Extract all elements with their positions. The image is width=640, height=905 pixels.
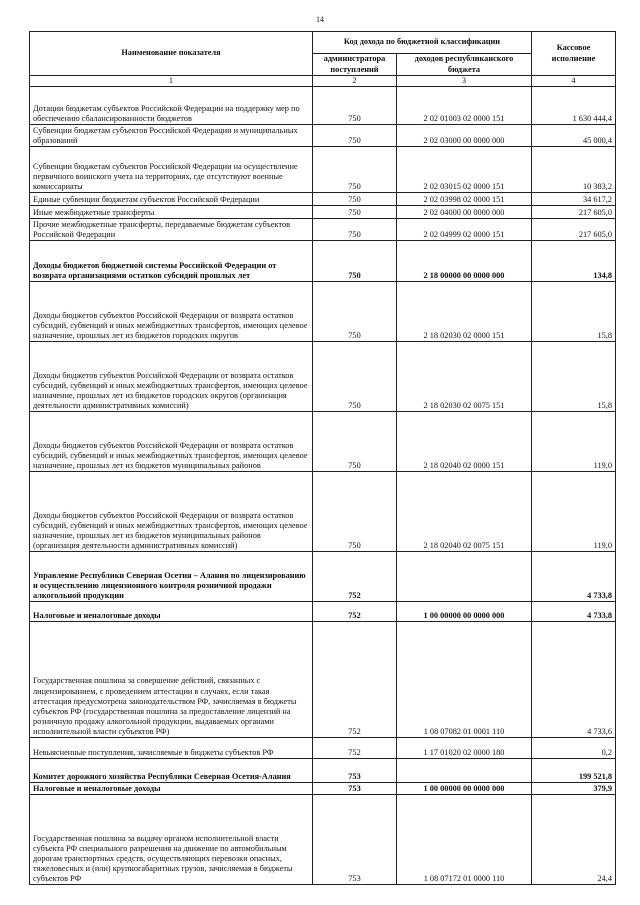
row-revenue-code: 1 00 00000 00 0000 000 <box>397 602 532 622</box>
row-revenue-code: 2 02 03998 02 0000 151 <box>397 193 532 206</box>
row-revenue-code: 2 02 03000 00 0000 000 <box>397 125 532 147</box>
row-amount: 15,8 <box>532 282 616 342</box>
table-row <box>30 622 616 738</box>
table-row <box>30 241 616 282</box>
row-revenue-code: 2 02 03015 02 0000 151 <box>397 147 532 193</box>
table-row <box>30 552 616 602</box>
row-name: Прочие межбюджетные трансферты, передаваемые бюджетам субъектов Российской Федерации <box>30 219 313 241</box>
table-row <box>30 342 616 412</box>
page-number: 14 <box>316 15 324 24</box>
row-amount: 379,9 <box>532 783 616 795</box>
row-name: Невыясненные поступления, зачисляемые в бюджеты субъектов РФ <box>30 738 313 759</box>
row-admin-code: 750 <box>313 342 397 412</box>
header-num-4: 4 <box>532 76 616 87</box>
row-name: Доходы бюджетов субъектов Российской Федерации от возврата остатков субсидий, субвенций и иных межбюджетных трансфертов, имеющих целевое назначение, прошлых лет из бюджетов муниципальных районов (организация деятельности административных комиссий) <box>30 472 313 552</box>
row-revenue-code <box>397 759 532 783</box>
row-admin-code: 753 <box>313 795 397 885</box>
row-admin-code: 753 <box>313 783 397 795</box>
row-name: Налоговые и неналоговые доходы <box>30 783 313 795</box>
table-row <box>30 738 616 759</box>
table-row <box>30 602 616 622</box>
row-name: Доходы бюджетов бюджетной системы Российской Федерации от возврата организациями остатков субсидий прошлых лет <box>30 241 313 282</box>
row-admin-code: 753 <box>313 759 397 783</box>
row-admin-code: 752 <box>313 622 397 738</box>
row-amount: 134,8 <box>532 241 616 282</box>
row-admin-code: 750 <box>313 472 397 552</box>
row-name: Иные межбюджетные трансферты <box>30 206 313 219</box>
table-row <box>30 412 616 472</box>
header-code-group: Код дохода по бюджетной классификации <box>313 32 532 54</box>
row-name: Государственная пошлина за совершение действий, связанных с лицензированием, с проведением аттестации в случаях, если такая аттестация предусмотрена законодательством РФ, зачисляемая в бюджеты субъектов РФ (государственная пошлина за предоставление лицензий на розничную продажу алкогольной продукции, выдаваемых органами исполнительной власти субъектов РФ) <box>30 622 313 738</box>
row-name: Налоговые и неналоговые доходы <box>30 602 313 622</box>
row-name: Единые субвенции бюджетам субъектов Российской Федерации <box>30 193 313 206</box>
header-name: Наименование показателя <box>30 32 313 76</box>
table-row <box>30 783 616 795</box>
row-amount: 119,0 <box>532 472 616 552</box>
table-row <box>30 193 616 206</box>
row-admin-code: 750 <box>313 125 397 147</box>
row-amount: 4 733,6 <box>532 622 616 738</box>
row-revenue-code: 1 08 07082 01 0001 110 <box>397 622 532 738</box>
header-num-2: 2 <box>313 76 397 87</box>
row-name: Комитет дорожного хозяйства Республики Северная Осетия-Алания <box>30 759 313 783</box>
row-admin-code: 750 <box>313 87 397 125</box>
row-amount: 34 617,2 <box>532 193 616 206</box>
row-name: Доходы бюджетов субъектов Российской Федерации от возврата остатков субсидий, субвенций и иных межбюджетных трансфертов, имеющих целевое назначение, прошлых лет из бюджетов муниципальных районов <box>30 412 313 472</box>
row-amount: 4 733,8 <box>532 602 616 622</box>
table-row <box>30 206 616 219</box>
row-revenue-code: 1 08 07172 01 0000 110 <box>397 795 532 885</box>
row-admin-code: 750 <box>313 282 397 342</box>
row-amount: 10 383,2 <box>532 147 616 193</box>
header-exec: Кассовое исполнение <box>532 32 616 76</box>
table-row <box>30 147 616 193</box>
revenue-table <box>29 31 616 885</box>
row-name: Доходы бюджетов субъектов Российской Федерации от возврата остатков субсидий, субвенций и иных межбюджетных трансфертов, имеющих целевое назначение, прошлых лет из бюджетов городских округов (организация деятельности административных комиссий) <box>30 342 313 412</box>
row-revenue-code: 2 02 04000 00 0000 000 <box>397 206 532 219</box>
header-admin: администратора поступлений <box>313 54 397 76</box>
header-num-1: 1 <box>30 76 313 87</box>
row-amount: 1 630 444,4 <box>532 87 616 125</box>
table-row <box>30 795 616 885</box>
row-amount: 217 605,0 <box>532 206 616 219</box>
row-revenue-code: 1 17 01020 02 0000 180 <box>397 738 532 759</box>
header-num-3: 3 <box>397 76 532 87</box>
row-admin-code: 750 <box>313 219 397 241</box>
row-admin-code: 752 <box>313 738 397 759</box>
row-admin-code: 750 <box>313 147 397 193</box>
row-name: Субвенции бюджетам субъектов Российской Федерации на осуществление первичного воинского учета на территориях, где отсутствуют военные комиссариаты <box>30 147 313 193</box>
table-row <box>30 472 616 552</box>
row-revenue-code <box>397 552 532 602</box>
row-admin-code: 750 <box>313 241 397 282</box>
row-amount: 217 605,0 <box>532 219 616 241</box>
row-admin-code: 752 <box>313 552 397 602</box>
row-revenue-code: 2 18 00000 00 0000 000 <box>397 241 532 282</box>
row-name: Управление Республики Северная Осетия – Алания по лицензированию и осуществлению лицензионного контроля розничной продажи алкогольной продукции <box>30 552 313 602</box>
table-row <box>30 125 616 147</box>
row-revenue-code: 1 00 00000 00 0000 000 <box>397 783 532 795</box>
row-admin-code: 752 <box>313 602 397 622</box>
row-amount: 24,4 <box>532 795 616 885</box>
table-row <box>30 282 616 342</box>
row-name: Доходы бюджетов субъектов Российской Федерации от возврата остатков субсидий, субвенций и иных межбюджетных трансфертов, имеющих целевое назначение, прошлых лет из бюджетов городских округов <box>30 282 313 342</box>
row-revenue-code: 2 18 02030 02 0075 151 <box>397 342 532 412</box>
row-name: Субвенции бюджетам субъектов Российской Федерации и муниципальных образований <box>30 125 313 147</box>
row-amount: 0,2 <box>532 738 616 759</box>
row-amount: 45 000,4 <box>532 125 616 147</box>
row-name: Дотации бюджетам субъектов Российской Федерации на поддержку мер по обеспечению сбалансированности бюджетов <box>30 87 313 125</box>
row-revenue-code: 2 18 02030 02 0000 151 <box>397 282 532 342</box>
row-amount: 4 733,8 <box>532 552 616 602</box>
row-admin-code: 750 <box>313 193 397 206</box>
row-amount: 199 521,8 <box>532 759 616 783</box>
row-amount: 119,0 <box>532 412 616 472</box>
table-row <box>30 759 616 783</box>
row-revenue-code: 2 18 02040 02 0000 151 <box>397 412 532 472</box>
row-revenue-code: 2 02 04999 02 0000 151 <box>397 219 532 241</box>
row-revenue-code: 2 18 02040 02 0075 151 <box>397 472 532 552</box>
row-name: Государственная пошлина за выдачу органом исполнительной власти субъекта РФ специального разрешения на движение по автомобильным дорогам транспортных средств, осуществляющих перевозки опасных, тяжеловесных и (или) крупногабаритных грузов, зачисляемая в бюджеты субъектов РФ <box>30 795 313 885</box>
row-admin-code: 750 <box>313 206 397 219</box>
row-amount: 15,8 <box>532 342 616 412</box>
row-revenue-code: 2 02 01003 02 0000 151 <box>397 87 532 125</box>
table-row <box>30 87 616 125</box>
table-row <box>30 219 616 241</box>
header-republic: доходов республиканского бюджета <box>397 54 532 76</box>
row-admin-code: 750 <box>313 412 397 472</box>
